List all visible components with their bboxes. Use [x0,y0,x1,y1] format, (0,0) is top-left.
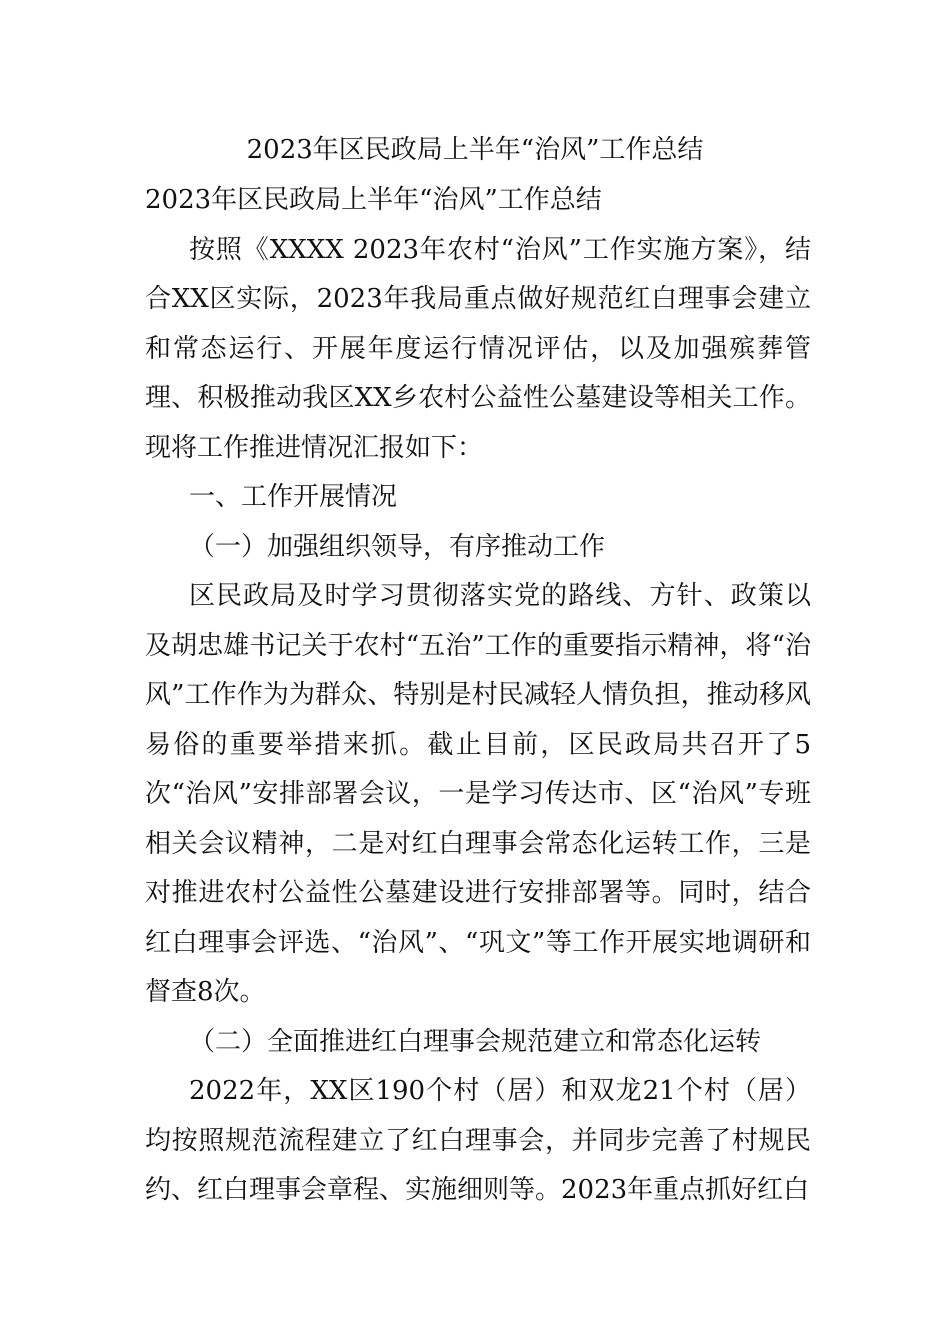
body-paragraph-1: 区民政局及时学习贯彻落实党的路线、方针、政策以及胡忠雄书记关于农村“五治”工作的重要指示精神，将“治风”工作作为为群众、特别是村民减轻人情负担，推动移风易俗的重要举措来抓。截止目前，区民政局共召开了5次“治风”安排部署会议，一是学习传达市、区“治风”专班相关会议精神，二是对红白理事会常态化运转工作，三是对推进农村公益性公墓建设进行安排部署等。同时，结合红白理事会评选、“治风”、“巩文”等工作开展实地调研和督查8次。 [145,581,811,1007]
intro-paragraph: 按照《XXXX 2023年农村“治风”工作实施方案》，结合XX区实际，2023年我局重点做好规范红白理事会建立和常态运行、开展年度运行情况评估，以及加强殡葬管理、积极推动我区XX乡农村公益性公墓建设等相关工作。现将工作推进情况汇报如下： [145,234,811,463]
section-heading-1: 一、工作开展情况 [189,482,398,512]
document-subtitle: 2023年区民政局上半年“治风”工作总结 [145,185,602,215]
document-body [145,176,811,1216]
document-title: 2023年区民政局上半年“治风”工作总结 [246,135,704,165]
subsection-heading-2: （二）全面推进红白理事会规范建立和常态化运转 [189,1026,762,1057]
subsection-heading-1: （一）加强组织领导，有序推动工作 [189,531,606,562]
body-paragraph-2: 2022年，XX区190个村（居）和双龙21个村（居）均按照规范流程建立了红白理事会，并同步完善了村规民约、红白理事会章程、实施细则等。2023年重点抓好红白 [145,1076,811,1205]
